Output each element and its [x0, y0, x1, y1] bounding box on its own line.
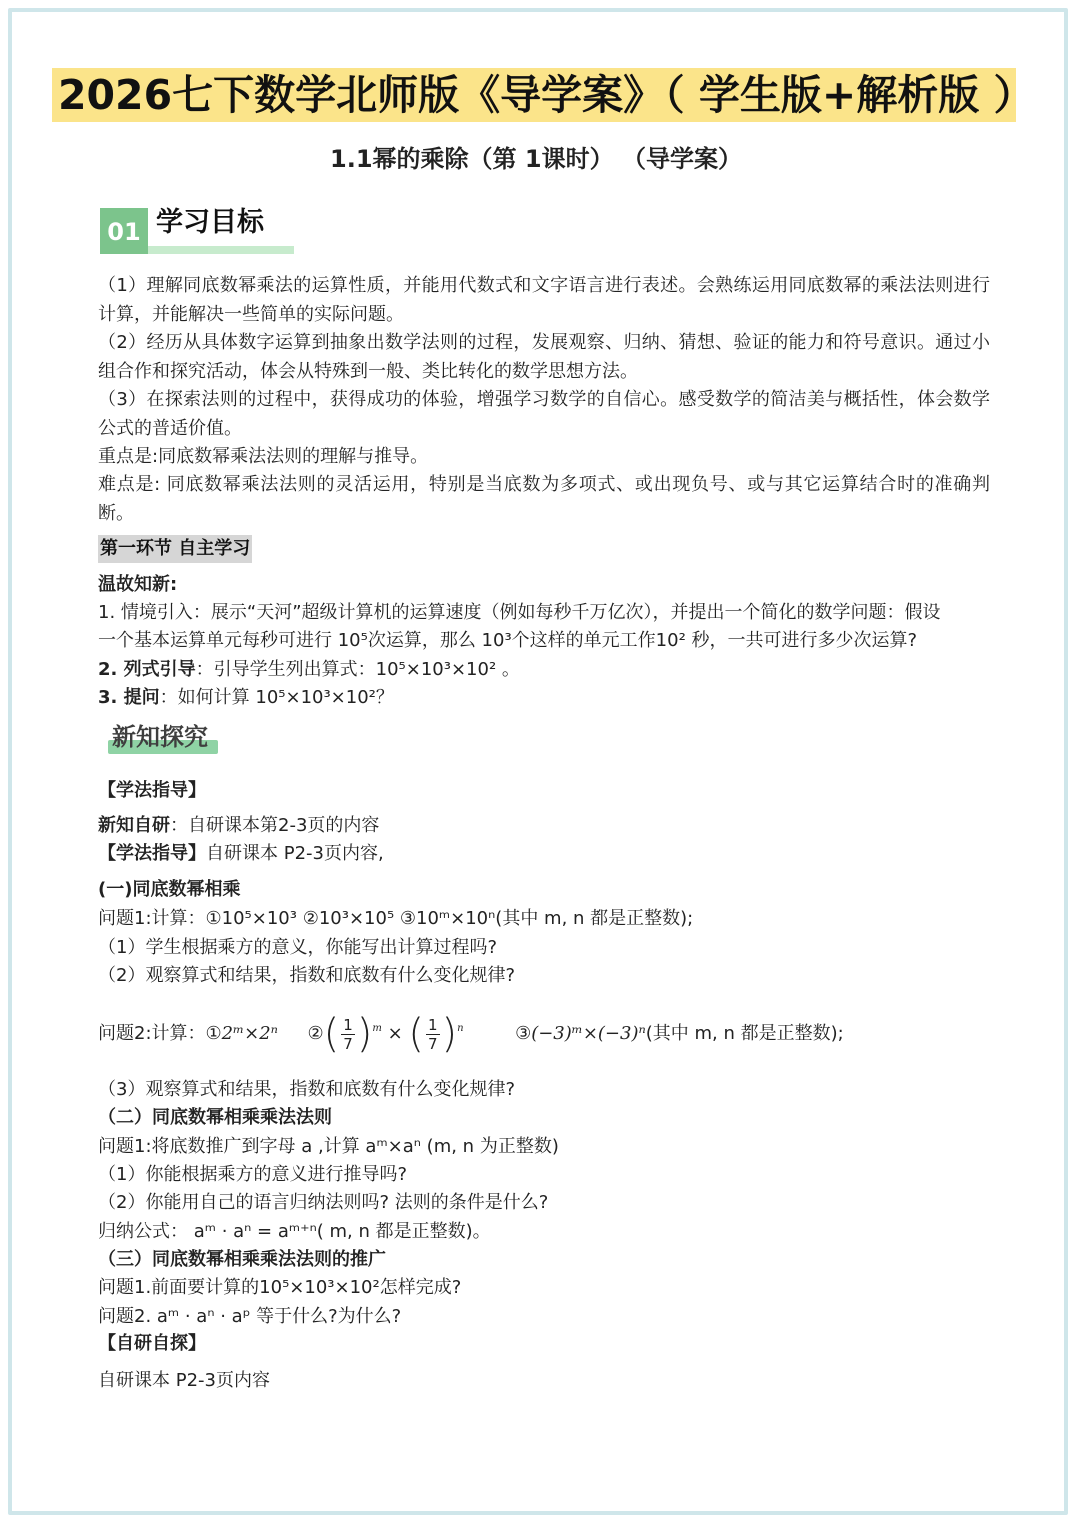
- fraction-one-seventh-b: $\frac{1}{7}$: [427, 1015, 438, 1053]
- question-2: 问题2:计算：①2ᵐ×2ⁿ ②( $\frac{1}{7}$ )$^m$ × ( $\frac{1}{7}$ )$^n$ ③(−3)ᵐ×(−3)ⁿ(其中 m, n 都是正整数);: [98, 1011, 844, 1057]
- self-study-line: [98, 812, 990, 841]
- review-item-1b: 一个基本运算单元每秒可进行 10⁵次运算，那么 10³个这样的单元工作10² 秒，一共可进行多少次运算?: [98, 630, 918, 651]
- method-guide-2-label: 【学法指导】: [98, 843, 206, 864]
- key-point: 重点是:同底数幂乘法法则的理解与推导。: [98, 446, 429, 467]
- summary-formula: 归纳公式： aᵐ · aⁿ = aᵐ⁺ⁿ( m, n 都是正整数)。: [98, 1221, 491, 1242]
- page-title: 2026七下数学北师版《导学案》（ 学生版+解析版 ）: [58, 71, 1035, 119]
- section-badge-objectives: [100, 204, 294, 254]
- question-2-circle-2: ②: [307, 1023, 324, 1044]
- section-number: 01: [100, 208, 148, 254]
- review-item-3: [98, 684, 990, 713]
- question-2-prefix: 问题2:计算：①: [98, 1023, 222, 1044]
- question-4: 问题1.前面要计算的10⁵×10³×10²怎样完成?: [98, 1277, 462, 1298]
- question-1-sub-1: （1）学生根据乘方的意义，你能写出计算过程吗?: [98, 937, 498, 958]
- self-explore-heading: 【自研自探】: [98, 1333, 206, 1354]
- self-explore-text: 自研课本 P2-3页内容: [98, 1370, 270, 1391]
- question-3-sub-1: （1）你能根据乘方的意义进行推导吗?: [98, 1164, 408, 1185]
- part-3-heading: （三）同底数幂相乘乘法法则的推广: [98, 1249, 386, 1270]
- question-1-sub-2: （2）观察算式和结果，指数和底数有什么变化规律?: [98, 965, 516, 986]
- question-5: 问题2. aᵐ · aⁿ · aᵖ 等于什么?为什么?: [98, 1306, 402, 1327]
- question-1: 问题1:计算：①10⁵×10³ ②10³×10⁵ ③10ᵐ×10ⁿ(其中 m, n 都是正整数);: [98, 908, 694, 929]
- badge-underline: [148, 246, 294, 254]
- question-2-suffix: (其中 m, n 都是正整数);: [645, 1023, 844, 1044]
- method-guide-2: [98, 840, 990, 869]
- objective-1: （1）理解同底数幂乘法的运算性质，并能用代数式和文字语言进行表述。会熟练运用同底数幂的乘法法则进行计算，并能解决一些简单的实际问题。: [98, 275, 990, 325]
- review-item-3-label: 3. 提问: [98, 687, 160, 708]
- method-guide-2-text: 自研课本 P2-3页内容,: [206, 843, 384, 864]
- part-1-heading: (一)同底数幂相乘: [98, 879, 241, 900]
- self-study-label: 新知自研: [98, 815, 170, 836]
- review-item-2-text: ：引导学生列出算式：10⁵×10³×10² 。: [195, 659, 520, 680]
- section-label: 学习目标: [156, 207, 264, 238]
- question-2-expr-3: (−3)ᵐ×(−3)ⁿ: [531, 1023, 646, 1044]
- fraction-one-seventh-a: $\frac{1}{7}$: [343, 1015, 353, 1053]
- objective-2: （2）经历从具体数字运算到抽象出数学法则的过程，发展观察、归纳、猜想、验证的能力和符号意识。通过小组合作和探究活动，体会从特殊到一般、类比转化的数学思想方法。: [98, 332, 990, 382]
- review-item-1a: 1. 情境引入：展示“天河”超级计算机的运算速度（例如每秒千万亿次），并提出一个简化的数学问题：假设: [98, 602, 941, 623]
- question-3-sub-2: （2）你能用自己的语言归纳法则吗? 法则的条件是什么?: [98, 1192, 549, 1213]
- review-item-3-text: ：如何计算 10⁵×10³×10²？: [159, 687, 394, 708]
- review-title: 温故知新:: [98, 574, 178, 595]
- question-2-sub-3: （3）观察算式和结果，指数和底数有什么变化规律?: [98, 1079, 516, 1100]
- question-3: 问题1:将底数推广到字母 a ,计算 aᵐ×aⁿ (m, n 为正整数): [98, 1136, 559, 1157]
- objective-3: （3）在探索法则的过程中，获得成功的体验，增强学习数学的自信心。感受数学的简洁美与概括性，体会数学公式的普适价值。: [98, 389, 990, 439]
- review-item-2: [98, 656, 990, 685]
- explore-label: 新知探究: [112, 722, 208, 751]
- method-guide-1: 【学法指导】: [98, 780, 206, 801]
- explore-badge: [104, 720, 218, 756]
- stage-label: 第一环节 自主学习: [98, 535, 252, 563]
- lesson-subtitle: 1.1幂的乘除（第 1课时） （导学案）: [330, 145, 742, 173]
- part-2-heading: （二）同底数幂相乘乘法法则: [98, 1107, 332, 1128]
- question-2-expr-1: 2ᵐ×2ⁿ: [221, 1023, 278, 1044]
- self-study-text: ：自研课本第2-3页的内容: [170, 815, 380, 836]
- review-item-2-label: 2. 列式引导: [98, 659, 196, 680]
- question-2-circle-3: ③: [515, 1023, 532, 1044]
- difficult-point: 难点是: 同底数幂乘法法则的灵活运用，特别是当底数为多项式、或出现负号、或与其它运算结合时的准确判断。: [98, 474, 990, 524]
